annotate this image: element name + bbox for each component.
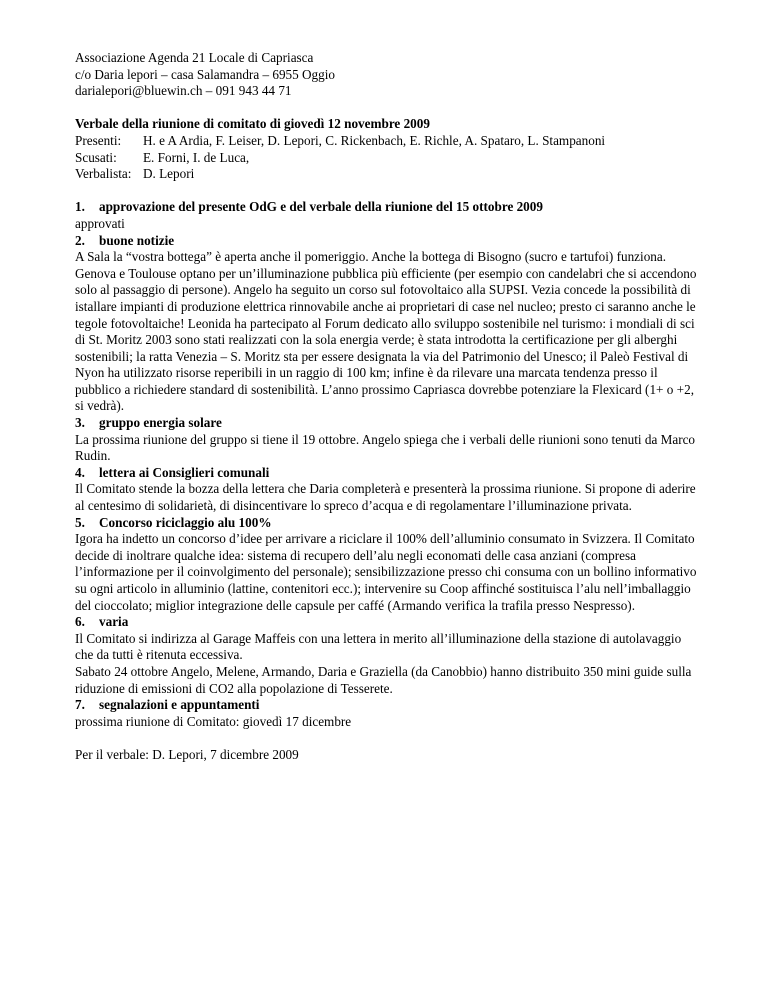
agenda-paragraph: La prossima riunione del gruppo si tiene il 19 ottobre. Angelo spiega che i verbali delle riunioni sono tenuti da Marco Rudin. — [75, 431, 696, 464]
agenda-paragraph: Sabato 24 ottobre Angelo, Melene, Armando, Daria e Graziella (da Canobbio) hanno distribuito 350 mini guide sulla riduzione di emissioni di CO2 alla popolazione di Tesserete. — [75, 663, 692, 696]
agenda-item-5 — [75, 515, 700, 615]
agenda-paragraph: Il Comitato stende la bozza della lettera che Daria completerà e presenterà la prossima riunione. Si propone di aderire al centesimo di solidarietà, di disincentivare lo spreco d’acqua e di regolamentare l’illuminazione privata. — [75, 481, 696, 514]
agenda-heading — [75, 515, 700, 532]
agenda-heading-text: lettera ai Consiglieri comunali — [99, 464, 270, 480]
agenda-paragraph: Il Comitato si indirizza al Garage Maffeis con una lettera in merito all’illuminazione della stazione di autolavaggio che da tutti è ritenuta eccessiva. — [75, 630, 682, 663]
meeting-info — [75, 116, 700, 182]
agenda-paragraph: approvati — [75, 215, 125, 231]
agenda-heading-text: gruppo energia solare — [99, 415, 222, 431]
spacer — [75, 183, 700, 200]
attendance-row-present — [75, 133, 700, 150]
agenda-item-4 — [75, 465, 700, 515]
agenda-heading-text: varia — [99, 614, 129, 630]
agenda-heading-text: segnalazioni e appuntamenti — [99, 697, 260, 713]
agenda-number: 3. — [75, 415, 85, 431]
agenda-heading — [75, 614, 700, 631]
agenda-item-7 — [75, 697, 700, 730]
attendance-label: Verbalista: — [75, 166, 132, 182]
org-contact: darialepori@bluewin.ch – 091 943 44 71 — [75, 83, 292, 99]
letterhead — [75, 50, 700, 100]
agenda-heading — [75, 199, 700, 216]
spacer — [75, 730, 700, 747]
agenda-number: 6. — [75, 614, 85, 630]
agenda-paragraph: Igora ha indetto un concorso d’idee per arrivare a riciclare il 100% dell’alluminio consumato in Svizzera. Il Comitato decide di inoltrare qualche idea: sistema di recupero dell’alu negli economati delle casa anziani (compresa l’informazione per il coinvolgimento del personale); sensibilizzazione presso chi consuma con un bollino informativo su ogni articolo in alluminio (lattine, contenitori ecc.); intervenire su Coop affinché sostituisca l’alu nell’imballaggio del cioccolato; miglior integrazione delle capsule per caffé (Armando verifica la trafila presso Nespresso). — [75, 531, 697, 613]
agenda-paragraph: A Sala la “vostra bottega” è aperta anche il pomeriggio. Anche la bottega di Bisogno (sucro e tartufoi) funziona. Genova e Toulouse optano per un’illuminazione pubblica più efficiente (per esempio con candelabri che si accendono solo al passaggio di persone). Angelo ha seguito un corso sul fotovoltaico alla SUPSI. Vezia concede la possibilità di istallare impianti di produzione elettrica rinnovabile anche ai proprietari di case nel nucleo; presto ci saranno anche le tegole fotovoltaiche! Leonida ha partecipato al Forum dedicato allo sviluppo sostenibile nel turismo: i mondiali di sci di St. Moritz 2003 sono stati realizzati con la sola energia verde; è stata introdotta la certificazione per gli alberghi sostenibili; la ratta Venezia – S. Moritz sta per essere designata la via del Patrimonio del Unesco; il Paleò Festival di Nyon ha utilizzato risorse reperibili in un raggio di 100 km; infine è da rilevare una marcata tendenza presso il pubblico a richiedere standard di sostenibilità. L’anno prossimo Capriasca dovrebbe potenziare la Flexicard (1+ o +2, si vedrà). — [75, 249, 697, 414]
agenda-number: 2. — [75, 232, 85, 248]
attendance-value: E. Forni, I. de Luca, — [143, 149, 250, 165]
agenda-item-3 — [75, 415, 700, 465]
spacer — [75, 100, 700, 117]
agenda-heading — [75, 233, 700, 250]
agenda-number: 7. — [75, 697, 85, 713]
agenda-heading-text: buone notizie — [99, 232, 175, 248]
attendance-label: Presenti: — [75, 132, 122, 148]
agenda-item-6 — [75, 614, 700, 697]
attendance-label: Scusati: — [75, 149, 117, 165]
org-name: Associazione Agenda 21 Locale di Capriasca — [75, 50, 314, 65]
agenda-heading-text: approvazione del presente OdG e del verbale della riunione del 15 ottobre 2009 — [99, 199, 543, 215]
agenda-paragraph: prossima riunione di Comitato: giovedì 17 dicembre — [75, 713, 352, 729]
agenda-heading — [75, 697, 700, 714]
org-address: c/o Daria lepori – casa Salamandra – 6955 Oggio — [75, 66, 336, 82]
attendance-row-excused — [75, 150, 700, 167]
agenda-number: 4. — [75, 464, 85, 480]
agenda-heading-text: Concorso riciclaggio alu 100% — [99, 514, 272, 530]
agenda-number: 1. — [75, 199, 85, 215]
meeting-title: Verbale della riunione di comitato di giovedì 12 novembre 2009 — [75, 116, 430, 132]
agenda-list — [75, 199, 700, 730]
agenda-heading — [75, 465, 700, 482]
agenda-heading — [75, 415, 700, 432]
signature-line: Per il verbale: D. Lepori, 7 dicembre 2009 — [75, 746, 299, 762]
attendance-row-secretary — [75, 166, 700, 183]
agenda-item-1 — [75, 199, 700, 232]
attendance-value: H. e A Ardia, F. Leiser, D. Lepori, C. Rickenbach, E. Richle, A. Spataro, L. Stampanoni — [143, 132, 606, 148]
attendance-value: D. Lepori — [143, 166, 195, 182]
agenda-item-2 — [75, 233, 700, 416]
document-page — [75, 50, 700, 764]
agenda-number: 5. — [75, 514, 85, 530]
